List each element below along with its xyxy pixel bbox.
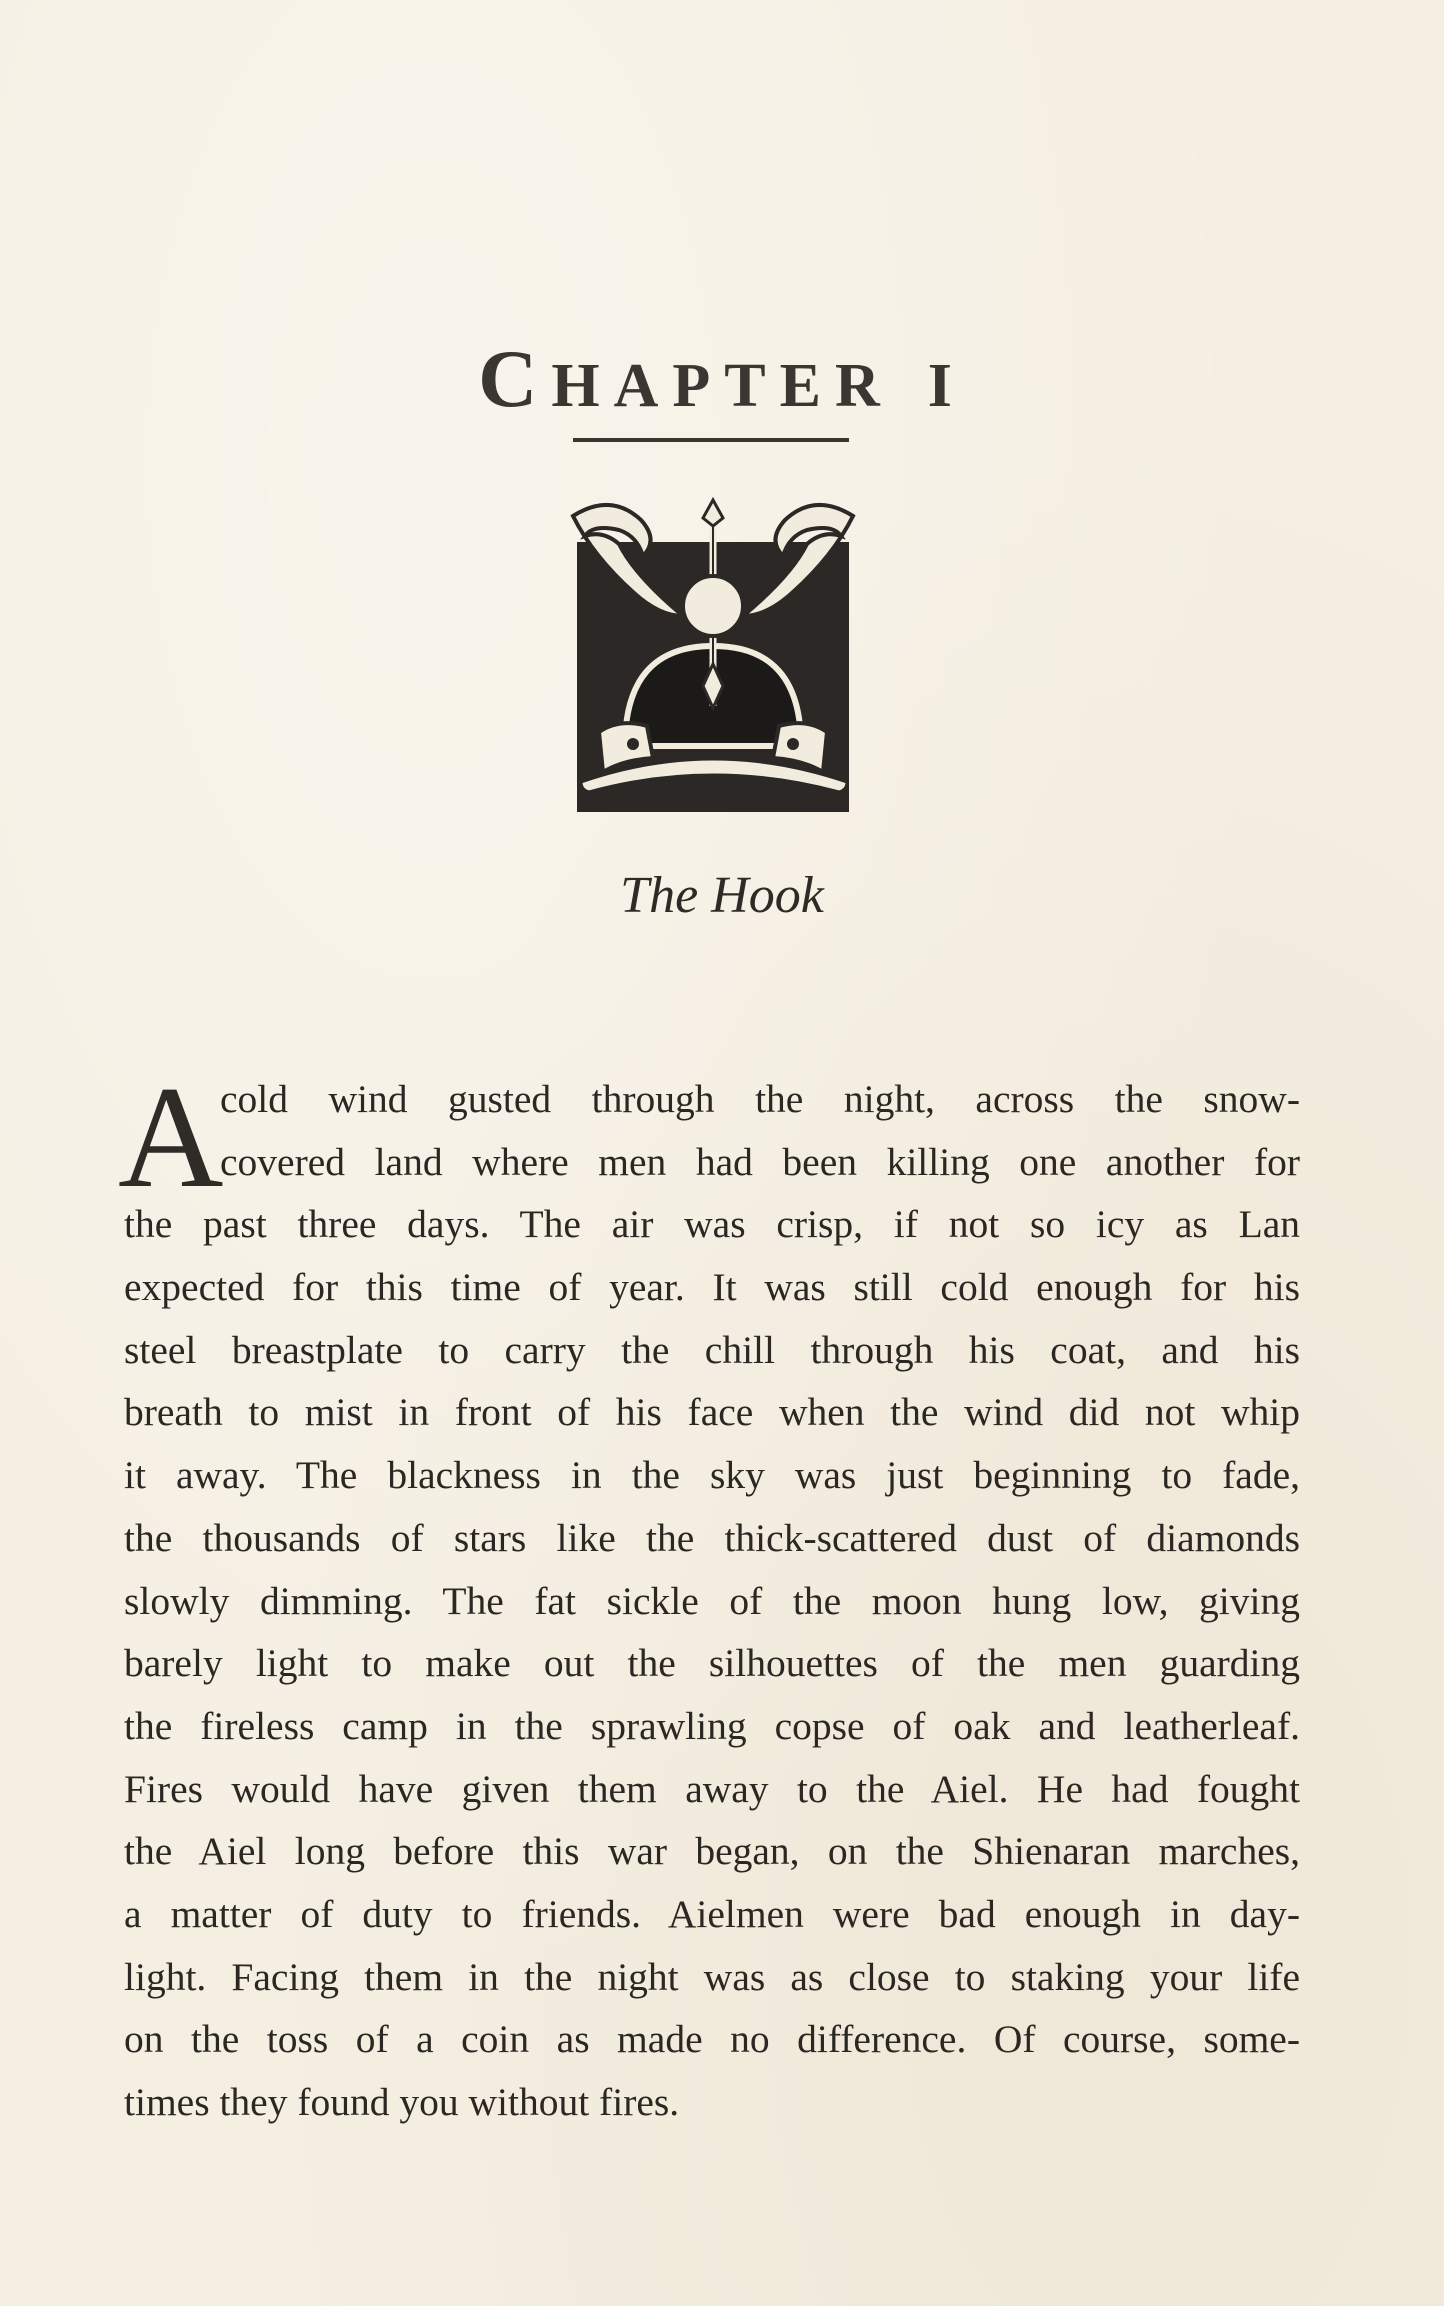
text-line: breath to mist in front of his face when the wind did not whip — [124, 1390, 1300, 1435]
drop-cap: A — [118, 1056, 224, 1218]
chapter-body-text — [118, 1056, 1300, 2134]
text-line: the thousands of stars like the thick-scattered dust of diamonds — [124, 1515, 1300, 1560]
text-line: on the toss of a coin as made no difference. Of course, some- — [124, 2017, 1300, 2062]
chapter-heading-initial: C — [478, 333, 552, 424]
text-line: a matter of duty to friends. Aielmen were bad enough in day- — [124, 1891, 1300, 1936]
text-line: the fireless camp in the sprawling copse of oak and leatherleaf. — [124, 1703, 1300, 1748]
text-line: times they found you without fires. — [124, 2080, 680, 2124]
text-line: the past three days. The air was crisp, if not so icy as Lan — [124, 1202, 1300, 1247]
text-line: Fires would have given them away to the Aiel. He had fought — [124, 1766, 1300, 1811]
chapter-number: I — [927, 352, 966, 420]
chapter-title: The Hook — [620, 867, 824, 924]
text-line: steel breastplate to carry the chill through his coat, and his — [124, 1327, 1300, 1372]
text-line: light. Facing them in the night was as close to staking your life — [124, 1954, 1300, 1999]
text-line: it away. The blackness in the sky was just beginning to fade, — [124, 1453, 1300, 1498]
chapter-heading — [0, 333, 1444, 424]
text-line: covered land where men had been killing one another for — [220, 1139, 1300, 1184]
text-line: slowly dimming. The fat sickle of the moon hung low, giving — [124, 1578, 1300, 1623]
helmet-crest-emblem-icon — [563, 496, 863, 820]
chapter-heading-rule — [573, 438, 849, 442]
text-line: expected for this time of year. It was still cold enough for his — [124, 1265, 1300, 1310]
chapter-heading-word: HAPTER — [551, 352, 894, 420]
text-line: barely light to make out the silhouettes of the men guarding — [124, 1641, 1300, 1686]
text-line: cold wind gusted through the night, across the snow- — [220, 1077, 1300, 1121]
text-line: the Aiel long before this war began, on the Shienaran marches, — [124, 1829, 1300, 1874]
